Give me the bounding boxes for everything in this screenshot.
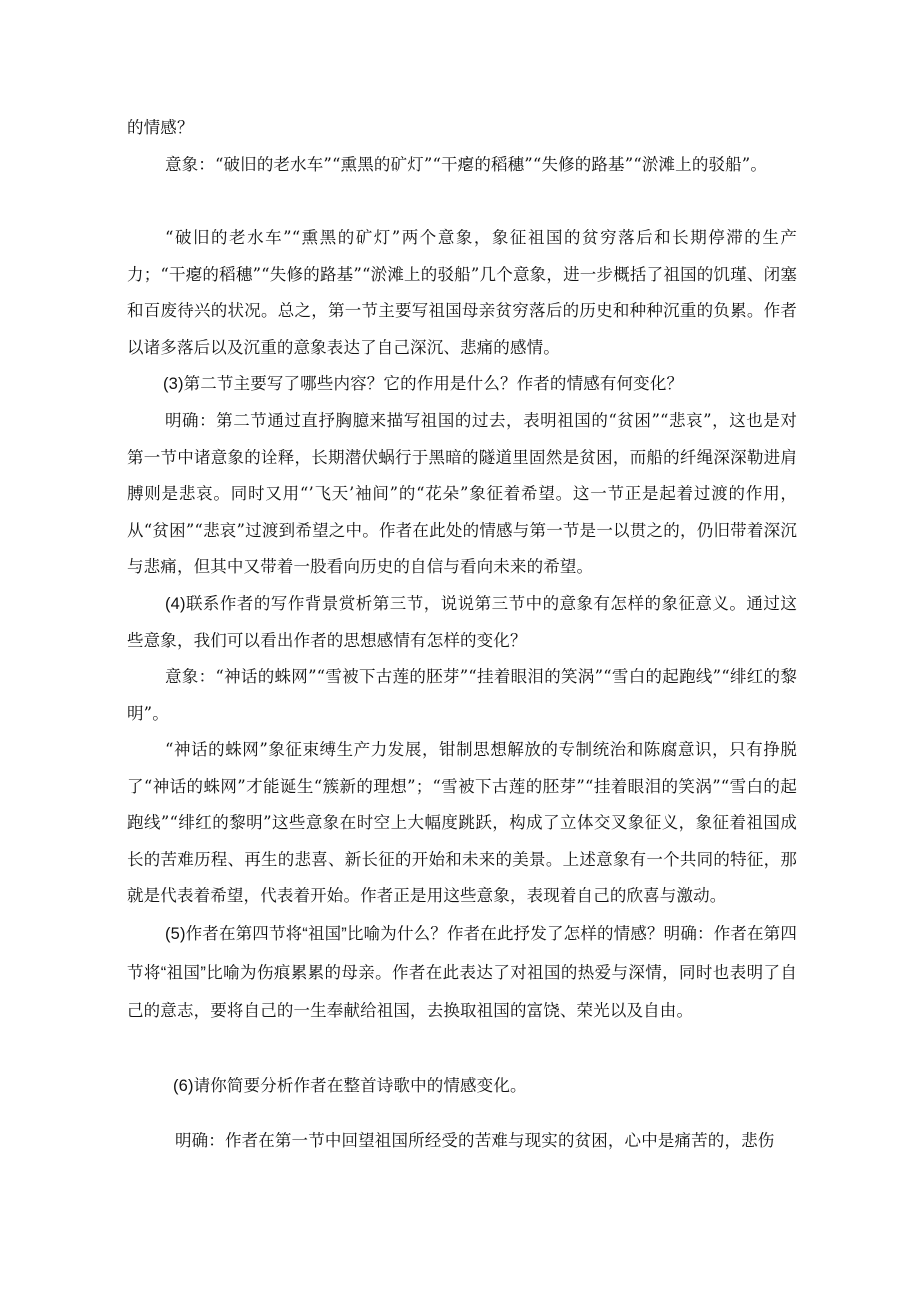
paragraph-analysis-section-3: “神话的蛛网”象征束缚生产力发展，钳制思想解放的专制统治和陈腐意识，只有挣脱了“神话的蛛网”才能诞生“簇新的理想”；“雪被下古莲的胚芽”“挂着眼泪的笑涡”“雪白的起跑线”“绯红的黎明”这些意象在时空上大幅度跳跃，构成了立体交叉象征义，象征着祖国成长的苦难历程、再生的悲喜、新长征的开始和未来的美景。上述意象有一个共同的特征，那就是代表着希望，代表着开始。作者正是用这些意象，表现着自己的欣喜与激动。	[127, 740, 797, 906]
paragraph-imagery-section-3: 意象：“神话的蛛网”“雪被下古莲的胚芽”“挂着眼泪的笑涡”“雪白的起跑线”“绯红的黎明”。	[127, 667, 797, 723]
paragraph-analysis-section-1: “破旧的老水车”“熏黑的矿灯”两个意象，象征祖国的贫穷落后和长期停滞的生产力；“干瘪的稻穗”“失修的路基”“淤滩上的驳船”几个意象，进一步概括了祖国的饥瑾、闭塞和百废待兴的状况。总之，第一节主要写祖国母亲贫穷落后的历史和种种沉重的负累。作者以诸多落后以及沉重的意象表达了自己深沉、悲痛的感情。	[127, 228, 797, 357]
paragraph-continuation: 的情感？	[127, 118, 194, 137]
question-4: (4)联系作者的写作背景赏析第三节，说说第三节中的意象有怎样的象征意义。通过这些意象，我们可以看出作者的思想感情有怎样的变化？	[127, 595, 797, 650]
answer-6: 明确：作者在第一节中回望祖国所经受的苦难与现实的贫困，心中是痛苦的，悲伤	[175, 1131, 775, 1150]
paragraph-imagery-section-1: 意象：“破旧的老水车”“熏黑的矿灯”“干瘪的稻穗”“失修的路基”“淤滩上的驳船”。	[165, 155, 768, 174]
question-5-with-answer: (5)作者在第四节将“祖国”比喻为什么？作者在此抒发了怎样的情感？明确：作者在第四节将“祖国”比喻为伤痕累累的母亲。作者在此表达了对祖国的热爱与深情，同时也表明了自己的意志，要将自己的一生奉献给祖国，去换取祖国的富饶、荣光以及自由。	[127, 925, 797, 1020]
question-6: (6)请你简要分析作者在整首诗歌中的情感变化。	[173, 1077, 527, 1095]
answer-3: 明确：第二节通过直抒胸臆来描写祖国的过去，表明祖国的“贫困”“悲哀”，这也是对第一节中诸意象的诠释，长期潜伏蜗行于黑暗的隧道里固然是贫困，而船的纤绳深深勒进肩膊则是悲哀。同时又用“’飞天’袖间”的“花朵”象征着希望。这一节正是起着过渡的作用，从“贫困”“悲哀”过渡到希望之中。作者在此处的情感与第一节是一以贯之的，仍旧带着深沉与悲痛，但其中又带着一股看向历史的自信与看向未来的希望。	[127, 411, 797, 577]
question-3: (3)第二节主要写了哪些内容？它的作用是什么？作者的情感有何变化？	[163, 375, 684, 393]
